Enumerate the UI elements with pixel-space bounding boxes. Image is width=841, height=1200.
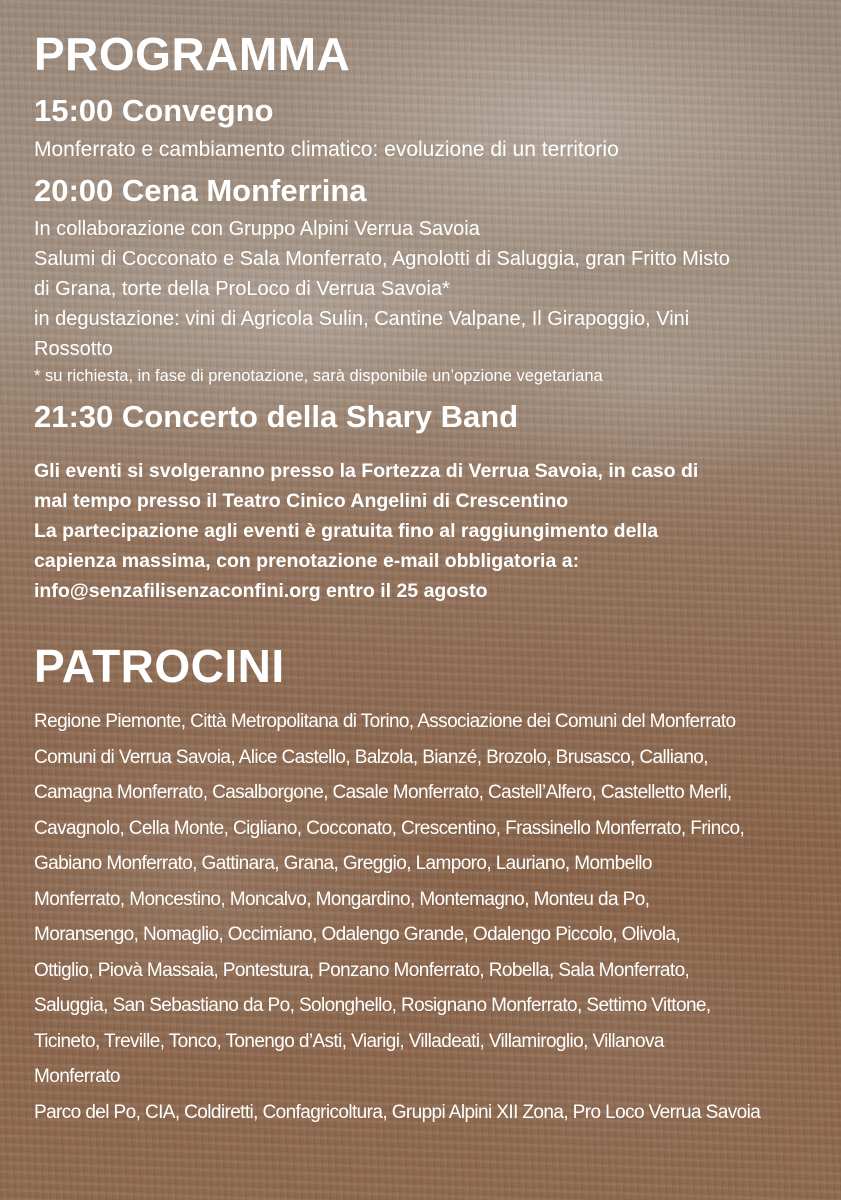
convegno-description: Monferrato e cambiamento climatico: evoluzione di un territorio xyxy=(34,138,619,161)
cena-heading: 20:00 Cena Monferrina xyxy=(34,173,367,208)
cena-line: di Grana, torte della ProLoco di Verrua Savoia* xyxy=(34,278,450,300)
cena-line: In collaborazione con Gruppo Alpini Verrua Savoia xyxy=(34,218,480,240)
cena-line: in degustazione: vini di Agricola Sulin, Cantine Valpane, Il Girapoggio, Vini xyxy=(34,308,690,330)
cena-line: Rossotto xyxy=(34,338,113,360)
patrocini-line: Cavagnolo, Cella Monte, Cigliano, Cocconato, Crescentino, Frassinello Monferrato, Frinco, xyxy=(34,817,745,839)
patrocini-line: Regione Piemonte, Città Metropolitana di Torino, Associazione dei Comuni del Monferrato xyxy=(34,711,736,732)
patrocini-line: Parco del Po, CIA, Coldiretti, Confagricoltura, Gruppi Alpini XII Zona, Pro Loco Verrua Savoia xyxy=(34,1101,761,1123)
info-line: capienza massima, con prenotazione e-mail obbligatoria a: xyxy=(34,550,580,572)
patrocini-line: Comuni di Verrua Savoia, Alice Castello, Balzola, Bianzé, Brozolo, Brusasco, Calliano, xyxy=(34,746,708,768)
patrocini-title: PATROCINI xyxy=(34,640,285,692)
patrocini-line: Moransengo, Nomaglio, Occimiano, Odalengo Grande, Odalengo Piccolo, Olivola, xyxy=(34,924,681,945)
info-line: La partecipazione agli eventi è gratuita fino al raggiungimento della xyxy=(34,520,659,542)
cena-line: Salumi di Cocconato e Sala Monferrato, Agnolotti di Saluggia, gran Fritto Misto xyxy=(34,248,730,270)
programma-section xyxy=(34,24,834,440)
patrocini-line: Camagna Monferrato, Casalborgone, Casale Monferrato, Castell’Alfero, Castelletto Merli, xyxy=(34,782,732,803)
patrocini-section xyxy=(34,634,834,1130)
info-line: mal tempo presso il Teatro Cinico Angelini di Crescentino xyxy=(34,490,569,512)
patrocini-line: Ottiglio, Piovà Massaia, Pontestura, Ponzano Monferrato, Robella, Sala Monferrato, xyxy=(34,959,690,981)
vegetarian-note: * su richiesta, in fase di prenotazione, sarà disponibile un’opzione vegetariana xyxy=(34,367,603,385)
patrocini-line: Saluggia, San Sebastiano da Po, Solonghello, Rosignano Monferrato, Settimo Vittone, xyxy=(34,995,711,1016)
flyer-page xyxy=(34,24,834,1130)
patrocini-line: Monferrato, Moncestino, Moncalvo, Mongardino, Montemagno, Monteu da Po, xyxy=(34,888,650,910)
info-email-line: info@senzafilisenzaconfini.org entro il 25 agosto xyxy=(34,580,488,602)
patrocini-line: Gabiano Monferrato, Gattinara, Grana, Greggio, Lamporo, Lauriano, Mombello xyxy=(34,853,652,874)
event-info xyxy=(34,456,834,606)
programma-title: PROGRAMMA xyxy=(34,28,351,80)
convegno-heading: 15:00 Convegno xyxy=(34,93,274,128)
concerto-heading: 21:30 Concerto della Shary Band xyxy=(34,399,519,434)
patrocini-line: Monferrato xyxy=(34,1066,120,1087)
patrocini-line: Ticineto, Treville, Tonco, Tonengo d’Asti, Viarigi, Villadeati, Villamiroglio, Villanova xyxy=(34,1030,664,1052)
info-line: Gli eventi si svolgeranno presso la Fortezza di Verrua Savoia, in caso di xyxy=(34,460,699,482)
patrocini-list xyxy=(34,704,834,1130)
